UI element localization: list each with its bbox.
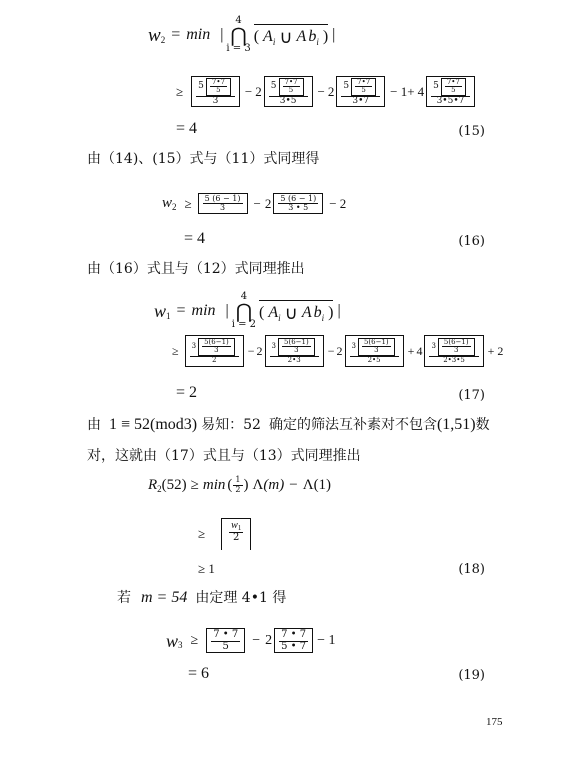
eq19-term1: $\frac{7 • 7}{5}$ xyxy=(206,628,245,653)
eq15-intersection xyxy=(226,16,250,54)
eq19-number: (19) xyxy=(458,668,485,683)
paragraph-line-5: 若 m = 54 由定理 4•1 得 xyxy=(117,589,287,606)
eq16-result: = 4 xyxy=(184,230,206,247)
paragraph-line-3: 由 1 ≡ 52(mod3) 易知：52 确定的筛法互补素对不包含 (1,51) 数 xyxy=(87,416,490,433)
eq16-number: (16) xyxy=(458,234,485,249)
eq15-line1 xyxy=(148,16,335,54)
eq15-bar-left: | xyxy=(220,26,224,43)
eq16-term2: $\frac{5 (6 - 1)}{3 • 5}$ xyxy=(273,193,323,214)
eq15-overline-set: ( A i ∪ A b i ) xyxy=(254,24,328,47)
eq15-line2: ≥ 5 $\frac{7•7}{5}$ 3 − 2 5 $\frac{7•7}{5}$ 3•5 − 2 5 $\frac{7•7}{5}$ 3•7 − 1+ 4 5 $\frac{7•7}{5}$ 3•5•7 xyxy=(176,76,477,107)
eq15-min: min xyxy=(186,26,211,43)
eq18-ge-one: ≥ 1 xyxy=(198,561,215,576)
paragraph-line-1: 由（14)、(15）式与（11）式同理得 xyxy=(87,151,320,167)
paragraph-line-2: 由（16）式且与（12）式同理推出 xyxy=(87,261,305,277)
eq19-line1: w 3 ≥ $\frac{7 • 7}{5}$ − 2 $\frac{7 • 7}{5 • 7}$ − 1 xyxy=(166,629,336,652)
eq15-result: = 4 xyxy=(176,120,198,137)
eq15-bar-right: | xyxy=(332,26,336,43)
eq17-result: = 2 xyxy=(176,384,198,401)
eq18-line1: R 2 (52) ≥ min ( $\frac{1}{2}$ ) Λ (m) − Λ(1) xyxy=(148,475,332,494)
eq18-number: (18) xyxy=(458,562,485,577)
paragraph-line-4: 对，这就由（17）式且与（13）式同理推出 xyxy=(87,448,361,464)
eq15-term3: 5 $\frac{7•7}{5}$ 3•7 xyxy=(336,76,385,107)
eq17-term1: 3 $\frac{5(6-1)}{3}$ 2 xyxy=(185,335,244,367)
eq17-term4: 3 $\frac{5(6-1)}{3}$ 2•3•5 xyxy=(424,335,483,367)
eq17-term2: 3 $\frac{5(6-1)}{3}$ 2•3 xyxy=(265,335,324,367)
page-number: 175 xyxy=(486,716,503,728)
eq16-term1: $\frac{5 (6 - 1)}{3}$ xyxy=(198,193,248,214)
eq15-ge: ≥ xyxy=(176,84,184,100)
eq15-set-a-sub: i xyxy=(272,36,276,47)
eq17-intersection: 4 ⋂ i = 2 xyxy=(231,291,257,330)
eq15-term4: 5 $\frac{7•7}{5}$ 3•5•7 xyxy=(426,76,475,107)
eq15-set-b-sub2: i xyxy=(316,36,319,47)
eq15-lhs-var: w xyxy=(148,24,161,46)
eq17-line2: ≥ 3 $\frac{5(6-1)}{3}$ 2 − 2 3 $\frac{5(6-1)}{3}$ 2•3 − 2 3 $\frac{5(6-1)}{3}$ 2•5 + 4 3 $\frac{5(6-1)}{3}$ 2•3•5 + 2 xyxy=(172,335,503,367)
eq15-set-b: A xyxy=(296,28,307,45)
eq17-overline-set: ( A i ∪ A b i ) xyxy=(259,300,333,323)
eq15-number: (15) xyxy=(458,124,485,139)
eq15-set-a: A xyxy=(263,28,273,45)
eq16-line1: w 2 ≥ $\frac{5 (6 - 1)}{3}$ − 2 $\frac{5 (6 - 1)}{3 • 5}$ − 2 xyxy=(162,194,347,213)
eq19-result: = 6 xyxy=(188,665,210,682)
eq17-number: (17) xyxy=(458,388,485,403)
eq17-line1: w 1 = min | 4 ⋂ i = 2 ( A i ∪ A b i ) | xyxy=(154,291,341,330)
eq15-term2: 5 $\frac{7•7}{5}$ 3•5 xyxy=(264,76,313,107)
eq15-cap-bot: i = 3 xyxy=(226,43,251,54)
eq15-cap-top: 4 xyxy=(235,15,242,26)
eq15-eq: = xyxy=(171,26,181,43)
intersection-icon: ⋂ xyxy=(230,23,247,47)
eq19-term2: $\frac{7 • 7}{5 • 7}$ xyxy=(274,628,313,653)
eq15-union: ∪ xyxy=(279,27,293,47)
intersection-icon: ⋂ xyxy=(235,299,253,323)
eq15-lhs-sub: 2 xyxy=(160,34,166,45)
eq18-ceil: w 1 2 xyxy=(221,518,251,550)
eq15-set-b-sub: b xyxy=(308,28,317,45)
eq17-term3: 3 $\frac{5(6-1)}{3}$ 2•5 xyxy=(345,335,404,367)
eq18-line2: ≥ w 1 2 xyxy=(198,518,253,550)
eq15-term1: 5 $\frac{7•7}{5}$ 3 xyxy=(191,76,240,107)
